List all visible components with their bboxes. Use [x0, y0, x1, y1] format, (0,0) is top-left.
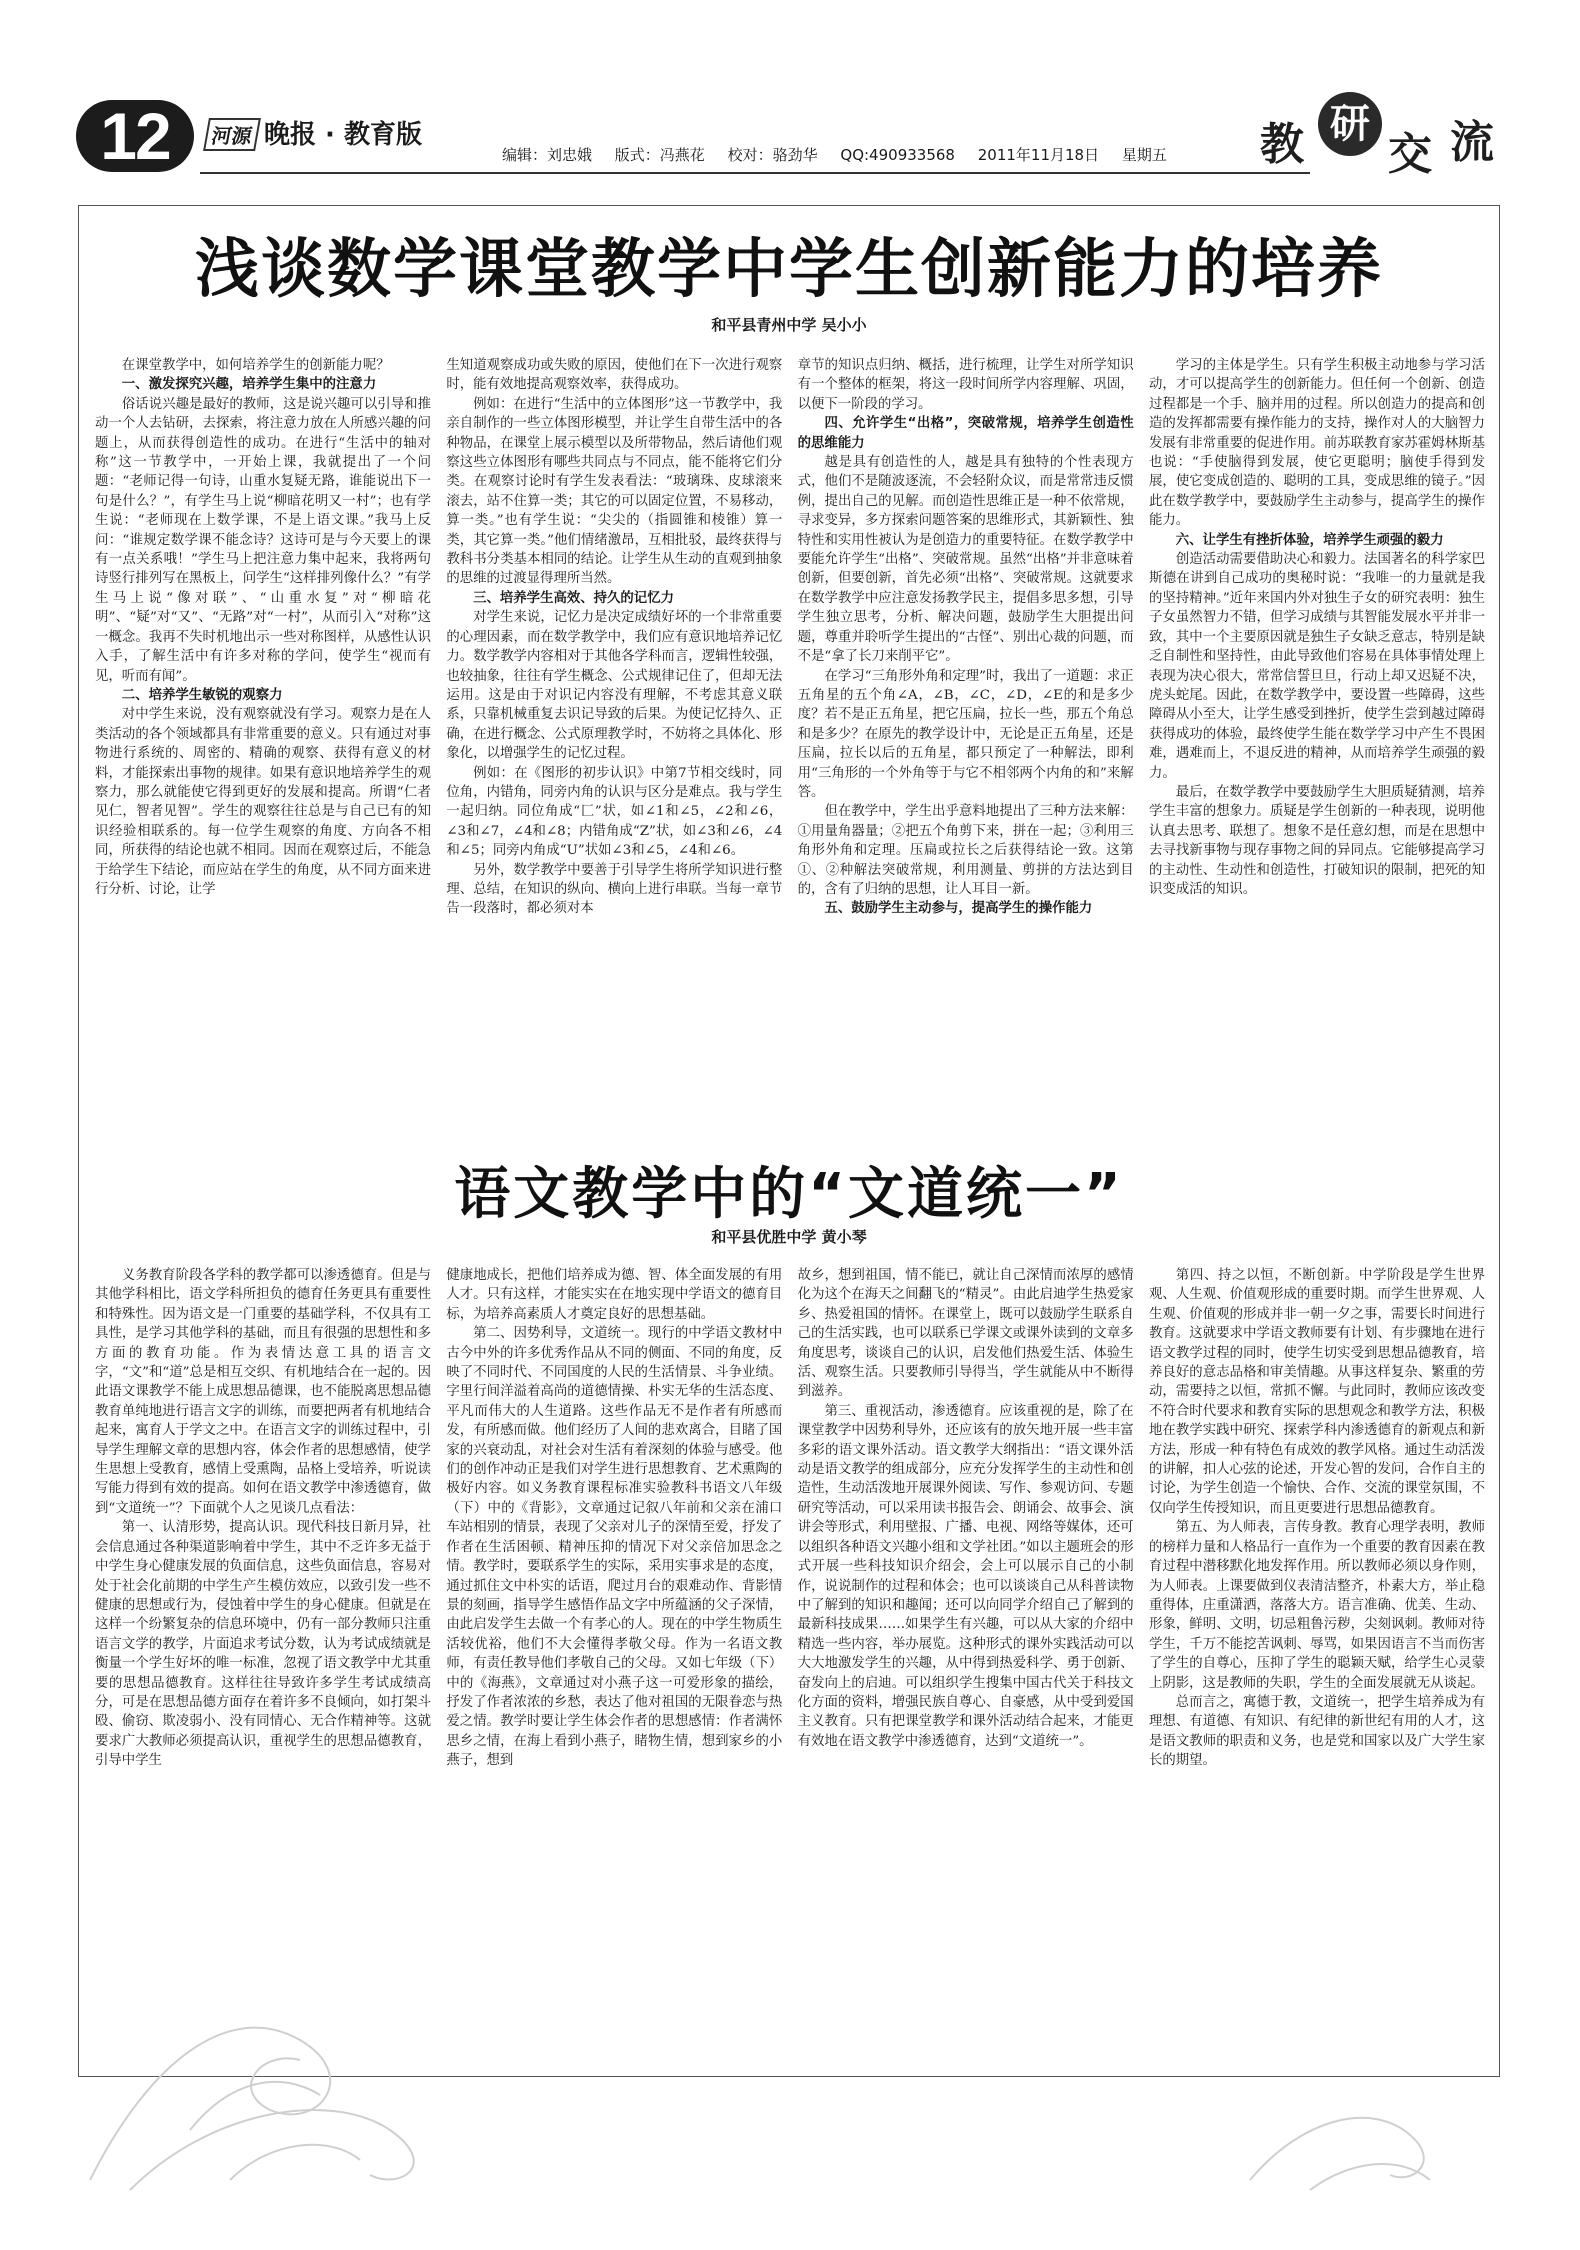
issue-date: 2011年11月18日 [977, 146, 1100, 164]
paragraph: 学习的主体是学生。只有学生积极主动地参与学习活动，才可以提高学生的创新能力。但任何一个创新、创造过程都是一个手、脑并用的过程。所以创造力的提高和创造的发挥都需要有操作能力的支持，操作对人的大脑智力发展有非常重要的促进作用。前苏联教育家苏霍姆林斯基也说：“手使脑得到发展，使它更聪明；脑使手得到发展，使它变成创造的、聪明的工具，变成思维的镜子。”因此在数学教学中，要鼓励学生主动参与，提高学生的操作能力。 [1148, 358, 1485, 529]
paragraph: 创造活动需要借助决心和毅力。法国著名的科学家巴斯德在讲到自己成功的奥秘时说：“我唯一的力量就是我的坚持精神。”近年来国内外对独生子女的研究表明：独生子女虽然智力不错，但学习成绩与其智能发展水平并非一致，其中一个主要原因就是独生子女缺乏意志，特别是缺乏自制性和坚持性，由此导致他们容易在具体事情处理上表现为决心很大，常常信誓旦旦，行动上却又迟疑不决，虎头蛇尾。因此，在数学教学中，要设置一些障碍，这些障碍从小至大，让学生感受到挫折，使学生尝到越过障碍获得成功的体验，最终使学生能在数学学习中产生不畏困难，遇难而上，不退反进的精神，从而培养学生顽强的毅力。 [1148, 552, 1485, 781]
paragraph: 在学习“三角形外角和定理”时，我出了一道题：求正五角星的五个角∠A，∠B，∠C，∠D，∠E的和是多少度？若不是正五角星，把它压扁，拉长一些，那五个角总和是多少？在原先的教学设计中，无论是正五角星，还是压扁，拉长以后的五角星，都只预定了一种解法，即利用“三角形的一个外角等于与它不相邻两个内角的和”来解答。 [797, 668, 1134, 800]
paper-name [206, 114, 422, 151]
paragraph: 越是具有创造性的人，越是具有独特的个性表现方式，他们不是随波逐流，不会轻附众议，而是常常违反惯例，提出自己的见解。而创造性思维正是一种不依常规，寻求变异，多方探索问题答案的思维形式，其新颖性、独特性和实用性被认为是创造力的重要特征。在数学教学中要能允许学生“出格”、突破常规。虽然“出格”并非意味着创新，但要创新，首先必须“出格”、突破常规。这就要求在数学教学中应注意发扬教学民主，提倡多思多想，引导学生独立思考，分析、解决问题，鼓励学生大胆提出问题，尊重并聆听学生提出的“古怪”、别出心裁的问题，而不是“拿了长刀来削平它”。 [797, 455, 1134, 665]
article2-title: 语文教学中的“文道统一” [454, 1162, 1124, 1227]
paragraph: 总而言之，寓德于教，文道统一，把学生培养成为有理想、有道德、有知识、有纪律的新世纪有用的人才，这是语文教师的职责和义务，也是党和国家以及广大学生家长的期望。 [1148, 1694, 1485, 1769]
paragraph: 义务教育阶段各学科的教学都可以渗透德育。但是与其他学科相比，语文学科所担负的德育任务更具有重要性和特殊性。因为语文是一门重要的基础学科，不仅具有工具性，是学习其他学科的基础，而且有很强的思想性和多方面的教育功能。作为表情达意工具的语言文字，“文”和“道”总是相互交织、有机地结合在一起的。因此语文课教学不能上成思想品德课，也不能脱离思想品德教育单纯地进行语言文字的训练，而要把两者有机地结合起来，寓育人于学文之中。在语言文字的训练过程中，引导学生理解文章的思想内容，体会作者的思想感情，使学生思想上受教育，感情上受熏陶，品格上受培养，听说读写能力得到有效的提高。如何在语文教学中渗透德育，做到“文道统一”？下面就个人之见谈几点看法： [95, 1268, 431, 1516]
paragraph: 第二、因势利导，文道统一。现行的中学语文教材中古今中外的许多优秀作品从不同的侧面、不同的角度，反映了不同时代、不同国度的人民的生活情景、斗争业绩。字里行间洋溢着高尚的道德情操、朴实无华的生活态度、平凡而伟大的人生道路。这些作品无不是作者有所感而发，有所感而做。他们经历了人间的悲欢离合，目睹了国家的兴衰动乱，对社会对生活有着深刻的体验与感受。他们的创作冲动正是我们对学生进行思想教育、艺术熏陶的极好内容。如义务教育课程标准实验教科书语文八年级（下）中的《背影》，文章通过记叙八年前和父亲在浦口车站相别的情景，表现了父亲对儿子的深情至爱，抒发了作者在生活困顿、精神压抑的情况下对父亲倍加思念之情。教学时，要联系学生的实际，采用实事求是的态度，通过抓住文中朴实的话语，爬过月台的艰难动作、背影情景的刻画，指导学生感悟作品文字中所蕴涵的父子深情，由此启发学生去做一个有孝心的人。现在的中学生物质生活较优裕，他们不大会懂得孝敬父母。作为一名语文教师，有责任教导他们孝敬自己的父母。又如七年级（下）中的《海燕》，文章通过对小燕子这一可爱形象的描绘，抒发了作者浓浓的乡愁，表达了他对祖国的无限眷恋与热爱之情。教学时要让学生体会作者的思想感情：作者满怀思乡之情，在海上看到小燕子，睹物生情，想到家乡的小燕子，想到 [446, 1326, 783, 1769]
article1-column [1149, 356, 1485, 1036]
paragraph: 最后，在数学教学中要鼓励学生大胆质疑猜测，培养学生丰富的想象力。质疑是学生创新的一种表现，说明他认真去思考、联想了。想象不是任意幻想，而是在思想中去寻找新事物与现存事物之间的异同点。它能够提高学习的主动性、生动性和创造性，打破知识的限制，把死的知识变成活的知识。 [1148, 784, 1485, 897]
article1-column [95, 356, 431, 1036]
paragraph: 俗话说兴趣是最好的教师，这是说兴趣可以引导和推动一个人去钻研，去探索，将注意力放在人所感兴趣的问题上，从而获得创造性的成功。在进行“生活中的轴对称”这一节教学中，一开始上课，我就提出了一个问题：“老师记得一句诗，山重水复疑无路，谁能说出下一句是什么？”，有学生马上说“柳暗花明又一村”；也有学生说：“老师现在上数学课，不是上语文课。”我马上反问：“谁规定数学课不能念诗？这诗可是与今天要上的课有一点关系哦！”学生马上把注意力集中起来，我将两句诗竖行排列写在黑板上，问学生“这样排列像什么？”有学生马上说“像对联”、“山重水复”对“柳暗花明”、“疑”对“又”、“无路”对“一村”，从而引入“对称”这一概念。我再不失时机地出示一些对称图样，从感性认识入手，了解生活中有许多对称的学问，使学生“视而有见，听而有闻”。 [95, 396, 431, 684]
paragraph: 例如：在《图形的初步认识》中第7节相交线时，同位角，内错角，同旁内角的认识与区分是难点。我与学生一起归纳。同位角成“匚”状，如∠1和∠5，∠2和∠6，∠3和∠7，∠4和∠8；内错角成“Z”状，如∠3和∠6，∠4和∠5；同旁内角成“U”状如∠3和∠5，∠4和∠6。 [446, 765, 783, 859]
page-number: 12 [76, 100, 194, 172]
article2-column [798, 1266, 1134, 1926]
section-heading: 五、鼓励学生主动参与，提高学生的操作能力 [824, 901, 1093, 917]
section-char-2: 研 [1318, 92, 1382, 156]
section-mark [1260, 92, 1510, 182]
paragraph: 生知道观察成功或失败的原因，使他们在下一次进行观察时，能有效地提高观察效率，获得成功。 [446, 358, 783, 393]
section-heading: 三、培养学生高效、持久的记忆力 [473, 590, 674, 606]
article1-title: 浅谈数学课堂教学中学生创新能力的培养 [195, 233, 1383, 307]
article1-column [798, 356, 1134, 1036]
decorative-swirl [70, 1880, 1470, 2200]
section-char-4: 流 [1450, 117, 1494, 168]
edition-info [502, 144, 1185, 165]
editor: 编辑：刘忠娥 [502, 146, 593, 164]
article2-column [95, 1266, 431, 1926]
paragraph: 例如：在进行“生活中的立体图形”这一节教学中，我亲自制作的一些立体图形模型，并让学生自带生活中的各种物品，在课堂上展示模型以及所带物品，然后请他们观察这些立体图形有哪些共同点与不同点，能不能将它们分类。在观察讨论时有学生发表看法：“玻璃珠、皮球滚来滚去，站不住算一类；其它的可以固定位置，不易移动，算一类。”也有学生说：“尖尖的（指圆锥和棱锥）算一类，其它算一类。”他们情绪激昂，互相批驳，最终获得与教科书分类基本相同的结论。让学生从生动的直观到抽象的思维的过渡显得理所当然。 [446, 396, 783, 587]
section-heading: 六、让学生有挫折体验，培养学生顽强的毅力 [1175, 532, 1444, 548]
weekday: 星期五 [1121, 146, 1167, 164]
paragraph: 章节的知识点归纳、概括，进行梳理，让学生对所学知识有一个整体的框架，将这一段时间所学内容理解、巩固，以便下一阶段的学习。 [797, 358, 1134, 412]
paragraph: 对中学生来说，没有观察就没有学习。观察力是在人类活动的各个领域都具有非常重要的意义。只有通过对事物进行系统的、周密的、精确的观察、获得有意义的材料，才能探索出事物的规律。如果有意识地培养学生的观察力，那么就能使它得到更好的发展和提高。所谓“仁者见仁，智者见智”。学生的观察往往总是与自己已有的知识经验相联系的。每一位学生观察的角度、方向各不相同，所获得的结论也就不相同。因而在观察过后，不能急于给学生下结论，而应站在学生的角度，从不同方面来进行分析、讨论，让学 [95, 707, 431, 897]
layout-editor: 版式：冯燕花 [614, 146, 705, 164]
paragraph: 健康地成长，把他们培养成为德、智、体全面发展的有用人才。只有这样，才能实实在在地实现中学语文的德育目标，为培养高素质人才奠定良好的思想基础。 [446, 1268, 783, 1322]
article2-byline: 和平县优胜中学 黄小琴 [711, 1228, 867, 1246]
section-char-1: 教 [1260, 119, 1304, 170]
paragraph: 在课堂教学中，如何培养学生的创新能力呢？ [121, 358, 390, 373]
paragraph: 但在教学中，学生出乎意料地提出了三种方法来解：①用量角器量；②把五个角剪下来，拼在一起；③利用三角形外角和定理。压扁或拉长之后获得结论一致。这第①、②种解法突破常规，利用测量、剪拼的方法达到目的，含有了归纳的思想，让人耳目一新。 [797, 804, 1134, 897]
masthead [70, 92, 1510, 182]
section-char-3: 交 [1388, 129, 1432, 180]
section-heading: 一、激发探究兴趣，培养学生集中的注意力 [121, 377, 377, 393]
paragraph: 第五、为人师表，言传身教。教育心理学表明，教师的榜样力量和人格品行一直作为一个重要的教育因素在教育过程中潜移默化地发挥作用。所以教师必须以身作则，为人师表。上课要做到仪表清洁整齐，朴素大方，举止稳重得体，庄重潇洒，落落大方。语言准确、优美、生动、形象，鲜明、文明，切忌粗鲁污秽，尖刻讽刺。教师对待学生，千万不能挖苦讽刺、辱骂，如果因语言不当而伤害了学生的自尊心，压抑了学生的聪颖天赋，给学生心灵蒙上阴影，这是教师的失职，学生的全面发展就无从谈起。 [1148, 1520, 1485, 1691]
paragraph: 第一、认清形势，提高认识。现代科技日新月异，社会信息通过各种渠道影响着中学生，其中不乏许多无益于中学生身心健康发展的负面信息，这些负面信息，容易对处于社会化前期的中学生产生模仿效应，以致引发一些不健康的思想或行为，侵蚀着中学生的身心健康。但就是在这样一个纷繁复杂的信息环境中，仍有一部分教师只注重语言文学的教学，片面追求考试分数，认为考试成绩就是衡量一个学生好坏的唯一标准，忽视了语文教学中尤其重要的思想品德教育。这样往往导致许多学生考试成绩高分，可是在思想品德方面存在着许多不良倾向，如打架斗殴、偷窃、欺凌弱小、没有同情心、无合作精神等。这就要求广大教师必须提高认识，重视学生的思想品德教育，引导中学生 [95, 1520, 431, 1769]
masthead-rule [200, 172, 1310, 174]
article1-byline: 和平县青州中学 吴小小 [711, 316, 867, 334]
paragraph: 第三、重视活动，渗透德育。应该重视的是，除了在课堂教学中因势利导外，还应该有的放矢地开展一些丰富多彩的语文课外活动。语文教学大纲指出：“语文课外活动是语文教学的组成部分，应充分发挥学生的主动性和创造性，生动活泼地开展课外阅读、写作、参观访问、专题研究等活动，可以采用读书报告会、朗诵会、故事会、演讲会等形式，利用壁报、广播、电视、网络等媒体，还可以组织各种语文兴趣小组和文学社团。”如以主题班会的形式开展一些科技知识介绍会，会上可以展示自己的小制作，说说制作的过程和体会；也可以谈谈自己从科普读物中了解到的知识和趣闻；还可以向同学介绍自己了解到的最新科技成果……如果学生有兴趣，可以从大家的介绍中精选一些内容，举办展览。这种形式的课外实践活动可以大大地激发学生的兴趣，从中得到热爱科学、勇于创新、奋发向上的启迪。可以组织学生搜集中国古代关于科技文化方面的资料，增强民族自尊心、自豪感，从中受到爱国主义教育。只有把课堂教学和课外活动结合起来，才能更有效地在语文教学中渗透德育，达到“文道统一”。 [797, 1403, 1134, 1749]
qq-number: QQ:490933568 [840, 146, 955, 164]
article2-body [95, 1266, 1485, 1926]
paragraph: 对学生来说，记忆力是决定成绩好坏的一个非常重要的心理因素，而在数学教学中，我们应有意识地培养记忆力。数学教学内容相对于其他各学科而言，逻辑性较强，也较抽象，往往有学生概念、公式规律记住了，但却无法运用。这是由于对识记内容没有理解，不考虑其意义联系，只靠机械重复去识记导致的后果。为使记忆持久、正确，在进行概念、公式原理教学时，不妨将之具体化、形象化，以增强学生的记忆过程。 [446, 610, 783, 762]
article2-column [446, 1266, 782, 1926]
proofreader: 校对：骆劲华 [727, 146, 818, 164]
section-heading: 四、允许学生“出格”，突破常规，培养学生创造性的思维能力 [797, 416, 1134, 451]
article1-body [95, 356, 1485, 1036]
section-heading: 二、培养学生敏锐的观察力 [121, 687, 283, 703]
article1-column [446, 356, 782, 1036]
paper-title: 晚报 · 教育版 [264, 120, 422, 150]
paragraph: 故乡，想到祖国，情不能已，就让自己深情而浓厚的感情化为这个在海天之间翻飞的“精灵”。由此启迪学生热爱家乡、热爱祖国的情怀。在课堂上，既可以鼓励学生联系自己的生活实践，也可以联系已学课文或课外读到的文章多角度思考，谈谈自己的认识，启发他们热爱生活、体验生活、观察生活。只要教师引导得当，学生就能从中不断得到滋养。 [797, 1268, 1134, 1400]
article2-column [1149, 1266, 1485, 1926]
paragraph: 另外，数学教学中要善于引导学生将所学知识进行整理、总结，在知识的纵向、横向上进行串联。当每一章节告一段落时，都必须对本 [446, 862, 783, 917]
paragraph: 第四、持之以恒，不断创新。中学阶段是学生世界观、人生观、价值观形成的重要时期。而学生世界观、人生观、价值观的形成并非一朝一夕之事，需要长时间进行教育。这就要求中学语文教师要有计划、有步骤地在进行语文教学过程的同时，使学生切实受到思想品德教育，培养良好的意志品格和审美情趣。从事这样复杂、繁重的劳动，需要持之以恒，常抓不懈。与此同时，教师应该改变不符合时代要求和教育实际的思想观念和教学方法，积极地在教学实践中研究、探索学科内渗透德育的新观点和新方法，形成一种有特色有成效的教学风格。通过生动活泼的讲解，扣人心弦的论述，开发心智的发问，合作自主的讨论，为学生创造一个愉快、合作、交流的课堂氛围，不仅向学生传授知识，而且更要进行思想品德教育。 [1148, 1268, 1485, 1516]
paper-logo: 河源 [203, 118, 261, 151]
